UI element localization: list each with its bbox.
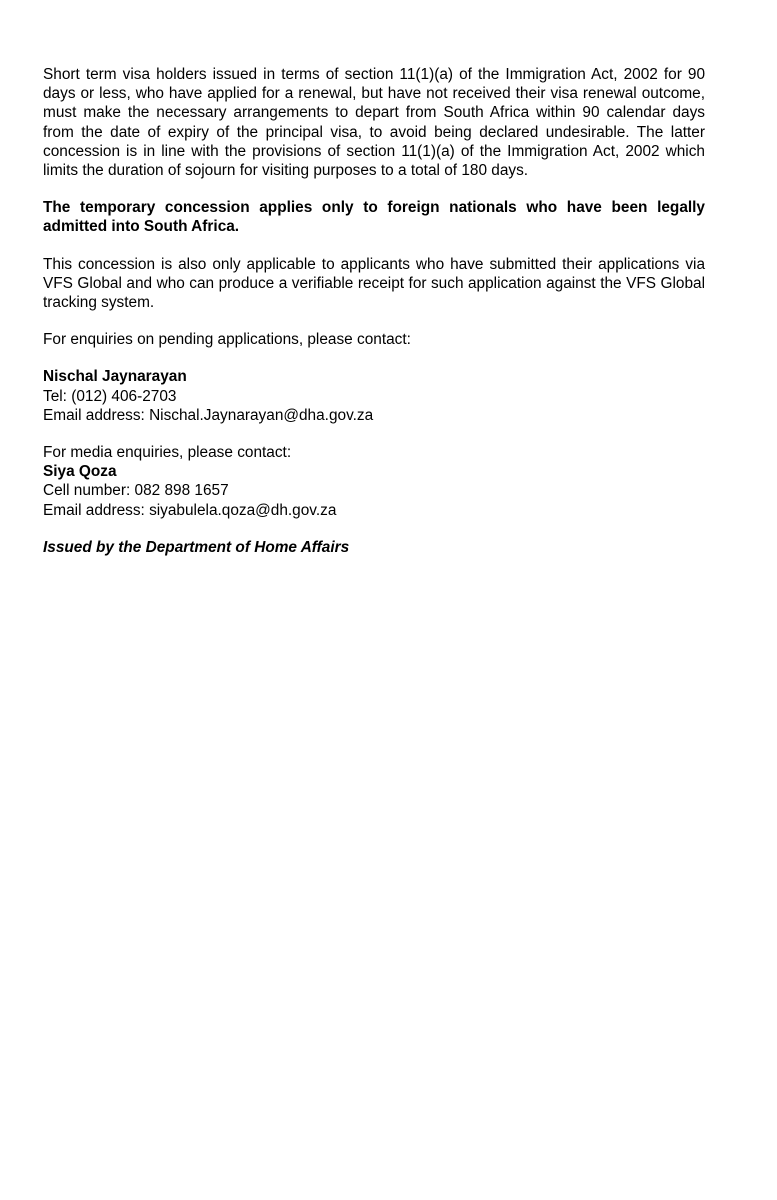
contact-name: Nischal Jaynarayan xyxy=(43,368,187,386)
contact-email: Email address: Nischal.Jaynarayan@dha.gov.za xyxy=(43,406,374,424)
contact-telephone: Tel: (012) 406-2703 xyxy=(43,387,177,405)
media-contact-cell: Cell number: 082 898 1657 xyxy=(43,482,229,500)
document-page xyxy=(43,65,705,575)
media-contact-email: Email address: siyabulela.qoza@dh.gov.za xyxy=(43,501,337,519)
paragraph-vfs-applicability: This concession is also only applicable to applicants who have submitted their applications via VFS Global and who can produce a verifiable receipt for such application against the VFS Global tracking system. xyxy=(43,255,705,312)
media-enquiries-intro: For media enquiries, please contact: xyxy=(43,444,292,462)
contact-block-media xyxy=(43,443,705,520)
media-contact-name: Siya Qoza xyxy=(43,463,117,481)
paragraph-visa-renewal: Short term visa holders issued in terms of section 11(1)(a) of the Immigration Act, 2002 for 90 days or less, who have applied for a renewal, but have not received their visa renewal outcome, must make the necessary arrangements to depart from South Africa within 90 calendar days from the date of expiry of the principal visa, to avoid being declared undesirable. The latter concession is in line with the provisions of section 11(1)(a) of the Immigration Act, 2002 which limits the duration of sojourn for visiting purposes to a total of 180 days. xyxy=(43,66,705,180)
issued-by-statement: Issued by the Department of Home Affairs xyxy=(43,538,350,556)
enquiries-intro: For enquiries on pending applications, please contact: xyxy=(43,331,411,349)
contact-block-pending-applications xyxy=(43,367,705,425)
paragraph-concession-legal-admission: The temporary concession applies only to foreign nationals who have been legally admitted into South Africa. xyxy=(43,199,705,236)
